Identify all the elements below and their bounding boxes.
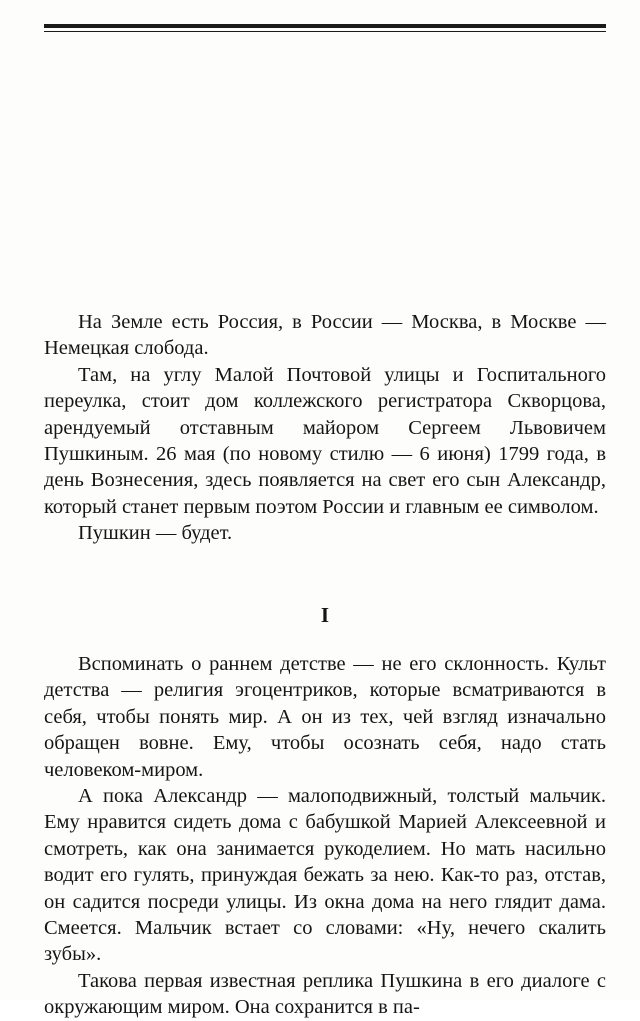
body-paragraph: А пока Александр — малоподвижный, толстый мальчик. Ему нравится сидеть дома с бабушкой Марией Алексеевной и смотреть, как она занимается рукоделием. Но мать насильно водит его гулять, принуждая бежать за нею. Как-то раз, отстав, он садится посреди улицы. Из окна дома на него глядит дама. Смеется. Мальчик встает со словами: «Ну, нечего скалить зубы». — [44, 785, 606, 966]
header-rule-thin — [44, 31, 606, 32]
body-paragraph: Такова первая известная реплика Пушкина в его диалоге с окружающим миром. Она сохранится в па- — [44, 969, 606, 1019]
header-rule-thick — [44, 24, 606, 28]
intro-section — [44, 309, 606, 547]
body-paragraph: Вспоминать о раннем детстве — не его склонность. Культ детства — религия эгоцентриков, которые всматриваются в себя, чтобы понять мир. А он из тех, чей взгляд изначально обращен вовне. Ему, чтобы осознать себя, надо стать человеком-миром. — [44, 653, 606, 781]
intro-paragraph: На Земле есть Россия, в России — Москва, в Москве — Немецкая слобода. — [44, 311, 606, 360]
chapter-heading: I — [320, 603, 330, 627]
intro-paragraph: Пушкин — будет. — [78, 522, 233, 545]
intro-paragraph: Там, на углу Малой Почтовой улицы и Госпитального переулка, стоит дом коллежского регистратора Скворцова, арендуемый отставным майором Сергеем Львовичем Пушкиным. 26 мая (по новому стилю — 6 июня) 1799 года, в день Вознесения, здесь появляется на свет его сын Александр, который станет первым поэтом России и главным ее символом. — [44, 363, 606, 518]
chapter-body — [44, 651, 606, 1021]
